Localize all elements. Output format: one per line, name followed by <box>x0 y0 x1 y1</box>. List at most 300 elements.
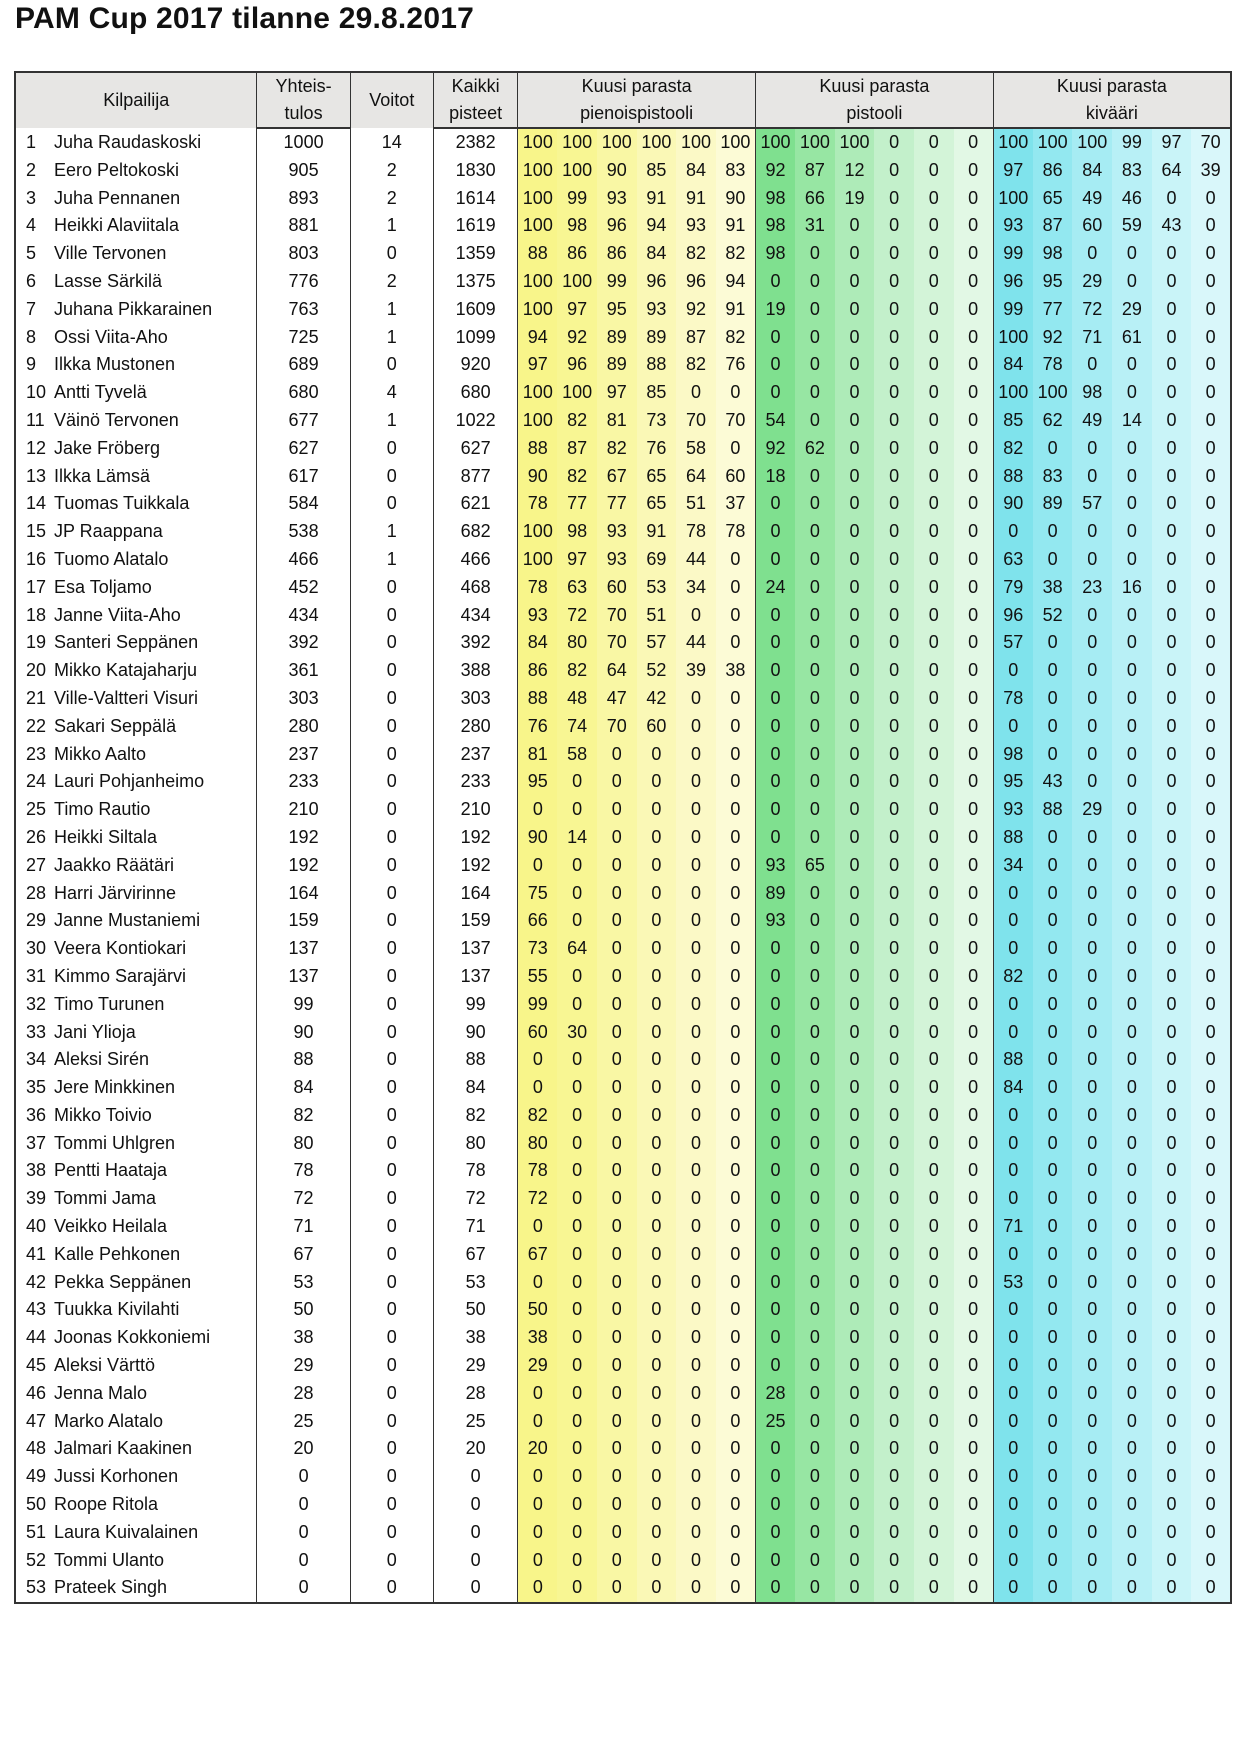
total-score-cell: 538 <box>257 518 350 546</box>
kivaari-score: 0 <box>1033 435 1073 463</box>
pienoispistooli-score: 0 <box>676 1213 716 1241</box>
all-points-cell: 1359 <box>433 240 517 268</box>
kivaari-score: 0 <box>993 1157 1033 1185</box>
pistooli-score: 0 <box>756 1435 796 1463</box>
wins-cell: 0 <box>350 1102 433 1130</box>
pienoispistooli-score: 82 <box>557 407 597 435</box>
pienoispistooli-score: 0 <box>597 852 637 880</box>
kivaari-score: 0 <box>1112 657 1152 685</box>
pienoispistooli-score: 0 <box>637 963 677 991</box>
pistooli-score: 0 <box>795 907 835 935</box>
pistooli-score: 0 <box>795 1574 835 1603</box>
pienoispistooli-score: 0 <box>637 1074 677 1102</box>
pienoispistooli-score: 100 <box>518 212 558 240</box>
pienoispistooli-score: 0 <box>676 852 716 880</box>
kivaari-score: 88 <box>993 463 1033 491</box>
pistooli-score: 0 <box>914 1491 954 1519</box>
pienoispistooli-score: 57 <box>637 629 677 657</box>
pistooli-score: 0 <box>756 963 796 991</box>
pistooli-score: 0 <box>835 435 875 463</box>
pistooli-score: 0 <box>874 1130 914 1158</box>
pistooli-score: 0 <box>874 379 914 407</box>
pienoispistooli-score: 0 <box>557 1269 597 1297</box>
kivaari-score: 53 <box>993 1269 1033 1297</box>
pienoispistooli-score: 76 <box>518 713 558 741</box>
kivaari-score: 0 <box>1152 824 1192 852</box>
wins-cell: 0 <box>350 907 433 935</box>
pienoispistooli-score: 0 <box>597 1074 637 1102</box>
pienoispistooli-score: 73 <box>518 935 558 963</box>
table-row <box>15 157 1231 185</box>
kivaari-score: 62 <box>1033 407 1073 435</box>
pistooli-score: 0 <box>954 1380 994 1408</box>
kivaari-score: 0 <box>1152 1380 1192 1408</box>
all-points-cell: 1099 <box>433 324 517 352</box>
pienoispistooli-score: 0 <box>597 1213 637 1241</box>
pistooli-score: 0 <box>954 602 994 630</box>
total-score-cell: 893 <box>257 185 350 213</box>
all-points-cell: 1609 <box>433 296 517 324</box>
pistooli-score: 0 <box>914 1463 954 1491</box>
kivaari-score: 0 <box>993 907 1033 935</box>
rank-number: 9 <box>26 354 37 375</box>
table-row <box>15 935 1231 963</box>
pienoispistooli-score: 0 <box>557 1352 597 1380</box>
kivaari-score: 0 <box>1072 1102 1112 1130</box>
pistooli-score: 0 <box>874 546 914 574</box>
pienoispistooli-score: 0 <box>716 1408 756 1436</box>
competitor-cell <box>15 907 257 935</box>
competitor-cell <box>15 935 257 963</box>
pistooli-score: 0 <box>835 1046 875 1074</box>
pistooli-score: 0 <box>954 407 994 435</box>
pistooli-score: 0 <box>835 1352 875 1380</box>
kivaari-score: 0 <box>1033 1547 1073 1575</box>
total-score-cell: 78 <box>257 1157 350 1185</box>
rank-number: 21 <box>26 687 47 708</box>
kivaari-score: 0 <box>1072 1074 1112 1102</box>
pienoispistooli-score: 0 <box>716 1463 756 1491</box>
kivaari-score: 83 <box>1033 463 1073 491</box>
pistooli-score: 0 <box>835 713 875 741</box>
kivaari-score: 0 <box>1152 629 1192 657</box>
pistooli-score: 100 <box>756 128 796 157</box>
competitor-name: Roope Ritola <box>54 1494 159 1515</box>
table-row <box>15 1435 1231 1463</box>
pistooli-score: 0 <box>954 1547 994 1575</box>
pistooli-score: 0 <box>835 880 875 908</box>
total-score-cell: 192 <box>257 852 350 880</box>
competitor-name: Heikki Alaviitala <box>54 215 180 236</box>
table-row <box>15 1574 1231 1603</box>
pistooli-score: 0 <box>954 212 994 240</box>
table-row <box>15 657 1231 685</box>
kivaari-score: 0 <box>993 657 1033 685</box>
pistooli-score: 0 <box>914 907 954 935</box>
pistooli-score: 0 <box>954 880 994 908</box>
kivaari-score: 0 <box>1072 240 1112 268</box>
pienoispistooli-score: 0 <box>518 1463 558 1491</box>
pistooli-score: 0 <box>795 463 835 491</box>
pienoispistooli-score: 88 <box>518 240 558 268</box>
competitor-cell <box>15 1074 257 1102</box>
table-row <box>15 1408 1231 1436</box>
wins-cell: 0 <box>350 1019 433 1047</box>
kivaari-score: 0 <box>993 1408 1033 1436</box>
pienoispistooli-score: 96 <box>637 268 677 296</box>
kivaari-score: 0 <box>1112 1157 1152 1185</box>
kivaari-score: 98 <box>993 741 1033 769</box>
kivaari-score: 0 <box>1112 824 1152 852</box>
pistooli-score: 0 <box>954 463 994 491</box>
total-score-cell: 584 <box>257 490 350 518</box>
kivaari-score: 0 <box>1191 1491 1231 1519</box>
pienoispistooli-score: 90 <box>518 824 558 852</box>
all-points-cell: 210 <box>433 796 517 824</box>
pienoispistooli-score: 74 <box>557 713 597 741</box>
pienoispistooli-score: 0 <box>676 824 716 852</box>
kivaari-score: 0 <box>1072 1296 1112 1324</box>
kivaari-score: 0 <box>1072 741 1112 769</box>
kivaari-score: 0 <box>993 1185 1033 1213</box>
pistooli-score: 0 <box>914 1269 954 1297</box>
pistooli-score: 0 <box>954 768 994 796</box>
table-row <box>15 1102 1231 1130</box>
total-score-cell: 617 <box>257 463 350 491</box>
pistooli-score: 0 <box>914 1046 954 1074</box>
pienoispistooli-score: 0 <box>716 935 756 963</box>
pienoispistooli-score: 0 <box>557 1435 597 1463</box>
pienoispistooli-score: 0 <box>518 1074 558 1102</box>
kivaari-score: 87 <box>1033 212 1073 240</box>
pienoispistooli-score: 0 <box>557 1102 597 1130</box>
kivaari-score: 0 <box>1112 1130 1152 1158</box>
competitor-cell <box>15 796 257 824</box>
competitor-name: Santeri Seppänen <box>54 632 199 653</box>
pienoispistooli-score: 60 <box>597 574 637 602</box>
pistooli-score: 24 <box>756 574 796 602</box>
pistooli-score: 0 <box>874 518 914 546</box>
pistooli-score: 0 <box>874 435 914 463</box>
pistooli-score: 0 <box>835 963 875 991</box>
all-points-cell: 1830 <box>433 157 517 185</box>
wins-cell: 0 <box>350 629 433 657</box>
pienoispistooli-score: 0 <box>676 991 716 1019</box>
competitor-name: Janne Viita-Aho <box>54 604 181 625</box>
pienoispistooli-score: 0 <box>557 907 597 935</box>
pistooli-score: 0 <box>954 1130 994 1158</box>
pienoispistooli-score: 70 <box>597 713 637 741</box>
pienoispistooli-score: 0 <box>518 1408 558 1436</box>
wins-cell: 0 <box>350 490 433 518</box>
kivaari-score: 83 <box>1112 157 1152 185</box>
kivaari-score: 0 <box>1033 685 1073 713</box>
competitor-name: Sakari Seppälä <box>54 715 177 736</box>
competitor-name: Joonas Kokkoniemi <box>54 1327 211 1348</box>
pistooli-score: 0 <box>954 1269 994 1297</box>
pienoispistooli-score: 89 <box>597 351 637 379</box>
kivaari-score: 0 <box>993 518 1033 546</box>
pistooli-score: 0 <box>914 1102 954 1130</box>
total-score-cell: 627 <box>257 435 350 463</box>
rank-number: 7 <box>26 298 37 319</box>
pienoispistooli-score: 0 <box>597 991 637 1019</box>
pienoispistooli-score: 53 <box>637 574 677 602</box>
rank-number: 53 <box>26 1577 47 1598</box>
pistooli-score: 0 <box>835 518 875 546</box>
pienoispistooli-score: 0 <box>716 768 756 796</box>
pistooli-score: 0 <box>756 1130 796 1158</box>
kivaari-score: 0 <box>993 1296 1033 1324</box>
total-score-cell: 72 <box>257 1185 350 1213</box>
kivaari-score: 0 <box>1112 463 1152 491</box>
pistooli-score: 0 <box>795 1269 835 1297</box>
kivaari-score: 0 <box>1033 852 1073 880</box>
kivaari-score: 0 <box>1191 463 1231 491</box>
pienoispistooli-score: 0 <box>557 963 597 991</box>
pistooli-score: 0 <box>914 685 954 713</box>
pistooli-score: 0 <box>795 991 835 1019</box>
pienoispistooli-score: 82 <box>557 657 597 685</box>
competitor-name: Lauri Pohjanheimo <box>54 771 205 792</box>
rank-number: 2 <box>26 159 37 180</box>
kivaari-score: 84 <box>993 351 1033 379</box>
pienoispistooli-score: 80 <box>557 629 597 657</box>
kivaari-score: 16 <box>1112 574 1152 602</box>
table-row <box>15 1185 1231 1213</box>
pistooli-score: 0 <box>874 407 914 435</box>
kivaari-score: 0 <box>1033 880 1073 908</box>
pistooli-score: 0 <box>954 324 994 352</box>
pistooli-score: 0 <box>756 1019 796 1047</box>
competitor-cell <box>15 824 257 852</box>
competitor-name: Mikko Aalto <box>54 743 147 764</box>
table-row <box>15 1046 1231 1074</box>
kivaari-score: 0 <box>1112 1352 1152 1380</box>
pistooli-score: 0 <box>835 351 875 379</box>
competitor-cell <box>15 1463 257 1491</box>
pistooli-score: 28 <box>756 1380 796 1408</box>
kivaari-score: 46 <box>1112 185 1152 213</box>
pienoispistooli-score: 47 <box>597 685 637 713</box>
pistooli-score: 0 <box>795 1380 835 1408</box>
pienoispistooli-score: 0 <box>637 880 677 908</box>
kivaari-score: 0 <box>1112 602 1152 630</box>
header-kilpailija: Kilpailija <box>15 72 257 128</box>
wins-cell: 0 <box>350 1491 433 1519</box>
table-row <box>15 185 1231 213</box>
pienoispistooli-score: 100 <box>716 128 756 157</box>
pienoispistooli-score: 0 <box>637 741 677 769</box>
all-points-cell: 1619 <box>433 212 517 240</box>
table-row <box>15 852 1231 880</box>
pienoispistooli-score: 14 <box>557 824 597 852</box>
pistooli-score: 0 <box>756 935 796 963</box>
pistooli-score: 0 <box>914 1130 954 1158</box>
all-points-cell: 1022 <box>433 407 517 435</box>
kivaari-score: 0 <box>1112 1241 1152 1269</box>
pistooli-score: 0 <box>954 185 994 213</box>
pienoispistooli-score: 77 <box>597 490 637 518</box>
pienoispistooli-score: 0 <box>597 1435 637 1463</box>
pienoispistooli-score: 90 <box>597 157 637 185</box>
pistooli-score: 98 <box>756 185 796 213</box>
pistooli-score: 0 <box>835 407 875 435</box>
pistooli-score: 0 <box>874 1102 914 1130</box>
pistooli-score: 0 <box>954 1213 994 1241</box>
pienoispistooli-score: 0 <box>637 1130 677 1158</box>
kivaari-score: 65 <box>1033 185 1073 213</box>
pistooli-score: 0 <box>874 685 914 713</box>
kivaari-score: 82 <box>993 435 1033 463</box>
pienoispistooli-score: 72 <box>518 1185 558 1213</box>
pistooli-score: 0 <box>914 1380 954 1408</box>
pistooli-score: 0 <box>954 128 994 157</box>
pistooli-score: 0 <box>874 1185 914 1213</box>
pistooli-score: 0 <box>954 1491 994 1519</box>
competitor-name: Pentti Haataja <box>54 1160 168 1181</box>
pienoispistooli-score: 0 <box>676 1463 716 1491</box>
kivaari-score: 0 <box>1152 1269 1192 1297</box>
pistooli-score: 0 <box>874 907 914 935</box>
pistooli-score: 0 <box>756 741 796 769</box>
wins-cell: 0 <box>350 1241 433 1269</box>
competitor-cell <box>15 1574 257 1603</box>
table-row <box>15 1241 1231 1269</box>
pienoispistooli-score: 67 <box>597 463 637 491</box>
wins-cell: 1 <box>350 324 433 352</box>
header-kivaari-line2: kivääri <box>993 100 1231 128</box>
competitor-cell <box>15 268 257 296</box>
kivaari-score: 0 <box>1072 1241 1112 1269</box>
kivaari-score: 0 <box>1152 435 1192 463</box>
table-header <box>15 72 1231 128</box>
all-points-cell: 1614 <box>433 185 517 213</box>
kivaari-score: 29 <box>1112 296 1152 324</box>
rank-number: 17 <box>26 576 47 597</box>
competitor-name: Kalle Pehkonen <box>54 1243 181 1264</box>
pienoispistooli-score: 0 <box>597 1185 637 1213</box>
kivaari-score: 0 <box>993 1519 1033 1547</box>
competitor-name: Timo Rautio <box>54 799 151 820</box>
kivaari-score: 0 <box>1152 657 1192 685</box>
pienoispistooli-score: 64 <box>557 935 597 963</box>
pienoispistooli-score: 0 <box>557 1380 597 1408</box>
competitor-name: Ville Tervonen <box>54 243 167 264</box>
pistooli-score: 0 <box>954 351 994 379</box>
pistooli-score: 0 <box>874 796 914 824</box>
pienoispistooli-score: 0 <box>716 1157 756 1185</box>
pienoispistooli-score: 70 <box>716 407 756 435</box>
competitor-cell <box>15 602 257 630</box>
pienoispistooli-score: 0 <box>557 1157 597 1185</box>
pistooli-score: 0 <box>874 1408 914 1436</box>
total-score-cell: 905 <box>257 157 350 185</box>
pistooli-score: 0 <box>914 351 954 379</box>
competitor-name: Jake Fröberg <box>54 437 161 458</box>
pienoispistooli-score: 0 <box>716 379 756 407</box>
pistooli-score: 0 <box>756 1213 796 1241</box>
pistooli-score: 0 <box>954 1435 994 1463</box>
kivaari-score: 0 <box>1112 1213 1152 1241</box>
wins-cell: 0 <box>350 1519 433 1547</box>
pistooli-score: 0 <box>874 991 914 1019</box>
pistooli-score: 93 <box>756 907 796 935</box>
pistooli-score: 0 <box>835 1491 875 1519</box>
total-score-cell: 53 <box>257 1269 350 1297</box>
pistooli-score: 0 <box>914 1157 954 1185</box>
wins-cell: 14 <box>350 128 433 157</box>
header-pistooli-line1: Kuusi parasta <box>756 72 994 100</box>
pistooli-score: 0 <box>835 796 875 824</box>
pistooli-score: 0 <box>756 1491 796 1519</box>
kivaari-score: 0 <box>1033 1435 1073 1463</box>
competitor-cell <box>15 1269 257 1297</box>
rank-number: 31 <box>26 965 47 986</box>
kivaari-score: 43 <box>1152 212 1192 240</box>
pienoispistooli-score: 60 <box>637 713 677 741</box>
pienoispistooli-score: 0 <box>676 1408 716 1436</box>
kivaari-score: 23 <box>1072 574 1112 602</box>
competitor-name: Jalmari Kaakinen <box>54 1438 193 1459</box>
wins-cell: 0 <box>350 991 433 1019</box>
table-row <box>15 518 1231 546</box>
kivaari-score: 0 <box>1112 351 1152 379</box>
table-row <box>15 824 1231 852</box>
pienoispistooli-score: 0 <box>597 741 637 769</box>
pistooli-score: 87 <box>795 157 835 185</box>
kivaari-score: 0 <box>1191 351 1231 379</box>
pienoispistooli-score: 37 <box>716 490 756 518</box>
kivaari-score: 70 <box>1191 128 1231 157</box>
kivaari-score: 0 <box>1112 1074 1152 1102</box>
all-points-cell: 67 <box>433 1241 517 1269</box>
all-points-cell: 466 <box>433 546 517 574</box>
wins-cell: 0 <box>350 435 433 463</box>
total-score-cell: 80 <box>257 1130 350 1158</box>
kivaari-score: 71 <box>1072 324 1112 352</box>
pistooli-score: 0 <box>756 1547 796 1575</box>
pienoispistooli-score: 82 <box>716 324 756 352</box>
kivaari-score: 0 <box>1152 1463 1192 1491</box>
pienoispistooli-score: 92 <box>557 324 597 352</box>
pienoispistooli-score: 0 <box>716 1074 756 1102</box>
pienoispistooli-score: 0 <box>716 1324 756 1352</box>
all-points-cell: 0 <box>433 1547 517 1575</box>
pienoispistooli-score: 0 <box>676 1074 716 1102</box>
kivaari-score: 0 <box>1033 963 1073 991</box>
pistooli-score: 0 <box>954 741 994 769</box>
all-points-cell: 78 <box>433 1157 517 1185</box>
kivaari-score: 0 <box>1072 1547 1112 1575</box>
kivaari-score: 0 <box>1112 1102 1152 1130</box>
pienoispistooli-score: 0 <box>676 713 716 741</box>
pistooli-score: 0 <box>914 1547 954 1575</box>
wins-cell: 0 <box>350 713 433 741</box>
rank-number: 37 <box>26 1132 47 1153</box>
all-points-cell: 621 <box>433 490 517 518</box>
kivaari-score: 0 <box>1112 1547 1152 1575</box>
pienoispistooli-score: 51 <box>676 490 716 518</box>
pienoispistooli-score: 83 <box>716 157 756 185</box>
pistooli-score: 0 <box>835 1408 875 1436</box>
rank-number: 43 <box>26 1299 47 1320</box>
pistooli-score: 93 <box>756 852 796 880</box>
pienoispistooli-score: 0 <box>716 574 756 602</box>
pienoispistooli-score: 0 <box>597 1019 637 1047</box>
pistooli-score: 31 <box>795 212 835 240</box>
pistooli-score: 0 <box>874 1574 914 1603</box>
